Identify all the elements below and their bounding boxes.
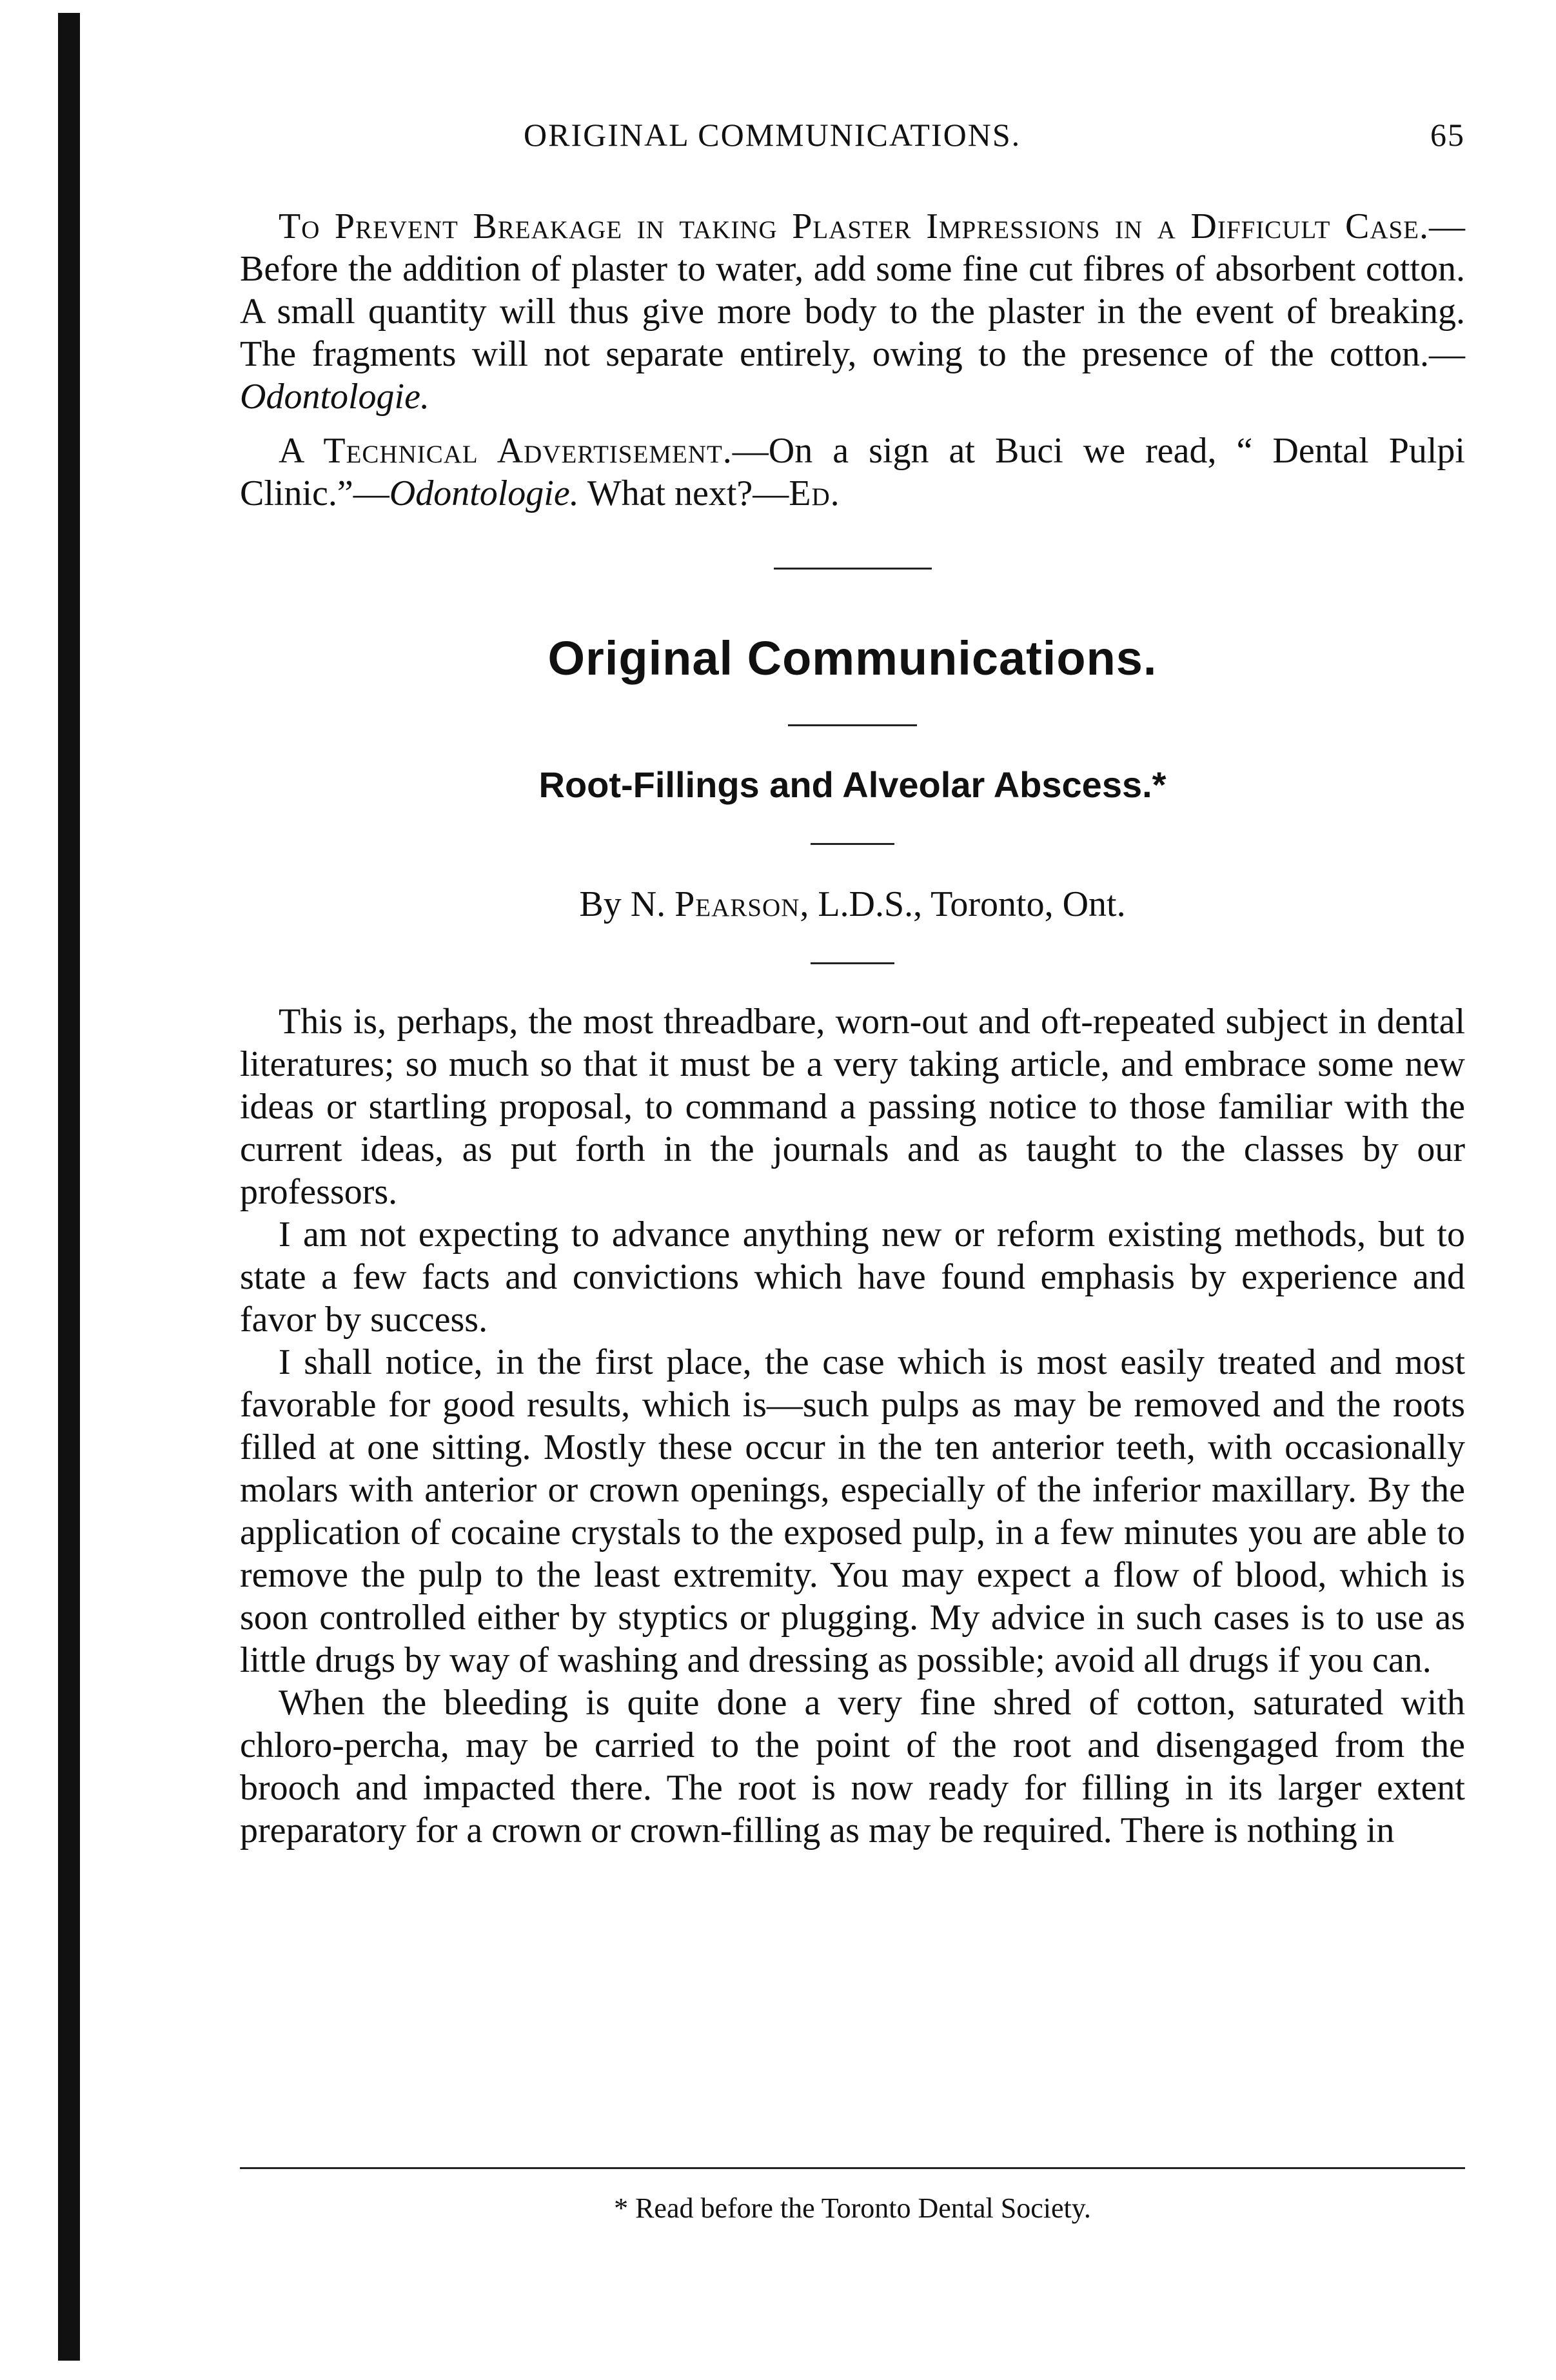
running-title: ORIGINAL COMMUNICATIONS. xyxy=(524,117,1021,153)
body-paragraph: I am not expecting to advance anything new or reform existing methods, but to state a few facts and convictions which have found emphasis by experience and favor by success. xyxy=(240,1215,1465,1340)
running-head xyxy=(240,116,1465,168)
divider-rule xyxy=(774,568,932,570)
divider-rule xyxy=(788,724,917,726)
section-title: Original Communications. xyxy=(547,631,1157,685)
editor-mark: Ed. xyxy=(789,473,840,513)
page-column xyxy=(240,116,1465,1852)
footnote-rule xyxy=(240,2167,1465,2169)
byline-prefix: By N. xyxy=(579,884,675,924)
article-body xyxy=(240,1000,1465,1852)
news-source: Odontologie. xyxy=(389,473,579,513)
body-paragraph: When the bleeding is quite done a very fine shred of cotton, saturated with chloro-percha, may be carried to the point of the root and disengaged from the brooch and impacted there. The root is now ready for filling in its larger extent preparatory for a crown or crown-filling as may be required. There is nothing in xyxy=(240,1683,1465,1850)
body-paragraph: I shall notice, in the first place, the case which is most easily treated and most favorable for good results, which is—such pulps as may be removed and the roots filled at one sitting. Mostly these occur in the ten anterior teeth, with occasionally molars with anterior or crown openings, especially of the inferior maxillary. By the application of cocaine crystals to the exposed pulp, in a few minutes you are able to remove the pulp to the least extremity. You may expect a flow of blood, which is soon controlled either by styptics or plugging. My advice in such cases is to use as little drugs by way of washing and dressing as possible; avoid all drugs if you can. xyxy=(240,1342,1465,1680)
article-title: Root-Fillings and Alveolar Abscess.* xyxy=(538,764,1167,805)
news-source: Odontologie. xyxy=(240,377,429,417)
news-body: —Before the addition of plaster to water, add some fine cut fibres of absorbent cotton. A small quantity will thus give more body to the plaster in the event of breaking. The fragments will not separate entirely, owing to the presence of the cotton.— xyxy=(240,206,1465,374)
byline-rest: , L.D.S., Toronto, Ont. xyxy=(800,884,1126,924)
divider-rule xyxy=(811,843,894,845)
news-item-advertisement xyxy=(240,430,1465,515)
book-binding-edge xyxy=(58,13,80,2361)
news-body-continued: What next?— xyxy=(578,473,789,513)
article-byline xyxy=(240,884,1465,925)
news-item-plaster xyxy=(240,205,1465,418)
news-heading: To Prevent Breakage in taking Plaster Impressions in a Difficult Case. xyxy=(279,206,1429,246)
divider-rule xyxy=(811,962,894,964)
footnote: * Read before the Toronto Dental Society. xyxy=(614,2192,1091,2224)
news-heading: A Technical Advertisement. xyxy=(279,431,733,471)
body-paragraph: This is, perhaps, the most threadbare, worn-out and oft-repeated subject in dental literatures; so much so that it must be a very taking article, and embrace some new ideas or startling proposal, to command a passing notice to those familiar with the current ideas, as put forth in the journals and as taught to the classes by our professors. xyxy=(240,1002,1465,1212)
news-body: —On a sign at Buci we read, “ Dental Pulpi Clinic.”— xyxy=(240,431,1465,513)
page-number: 65 xyxy=(1430,117,1465,153)
author-name: Pearson xyxy=(675,884,800,924)
